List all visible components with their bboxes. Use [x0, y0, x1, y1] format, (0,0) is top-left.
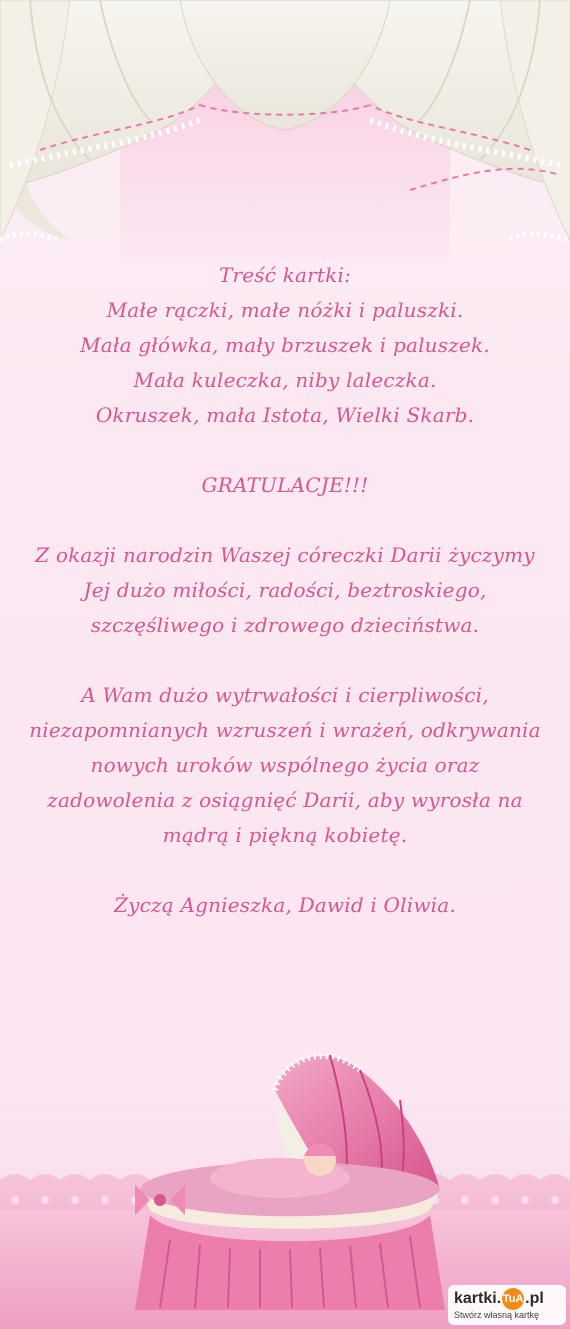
logo-text	[454, 1288, 544, 1310]
blank-line	[20, 433, 550, 468]
brand-logo[interactable]	[448, 1285, 566, 1325]
wish-line: nowych uroków wspólnego życia oraz	[90, 753, 480, 777]
blank-line	[20, 853, 550, 888]
poem-line: Małe rączki, małe nóżki i paluszki.	[106, 298, 464, 322]
poem-line: Mała kuleczka, niby laleczka.	[133, 368, 437, 392]
logo-tagline: Stwórz własną kartkę	[454, 1310, 540, 1320]
poem-line: Okruszek, mała Istota, Wielki Skarb.	[95, 403, 475, 427]
blank-line	[20, 503, 550, 538]
wish-line: szczęśliwego i zdrowego dzieciństwa.	[90, 613, 480, 637]
wish-line: niezapomnianych wzruszeń i wrażeń, odkrywania	[29, 718, 541, 742]
greeting-message	[20, 258, 550, 923]
logo-prefix: kartki.	[454, 1290, 502, 1308]
logo-badge-icon: TuA	[502, 1288, 524, 1310]
wish-line: Jej dużo miłości, radości, beztroskiego,	[83, 578, 487, 602]
wish-line: Z okazji narodzin Waszej córeczki Darii życzymy	[35, 543, 535, 567]
wish-line: mądrą i piękną kobietę.	[162, 823, 408, 847]
logo-suffix: .pl	[525, 1290, 544, 1308]
congratulations-heading: GRATULACJE!!!	[201, 473, 369, 497]
poem-line: Mała główka, mały brzuszek i paluszek.	[80, 333, 490, 357]
blank-line	[20, 643, 550, 678]
wish-line: zadowolenia z osiągnięć Darii, aby wyrosła na	[47, 788, 523, 812]
signature-line: Życzą Agnieszka, Dawid i Oliwia.	[114, 893, 456, 917]
curtain-drape-icon	[0, 0, 570, 260]
wish-line: A Wam dużo wytrwałości i cierpliwości,	[81, 683, 489, 707]
message-heading: Treść kartki:	[218, 263, 352, 287]
